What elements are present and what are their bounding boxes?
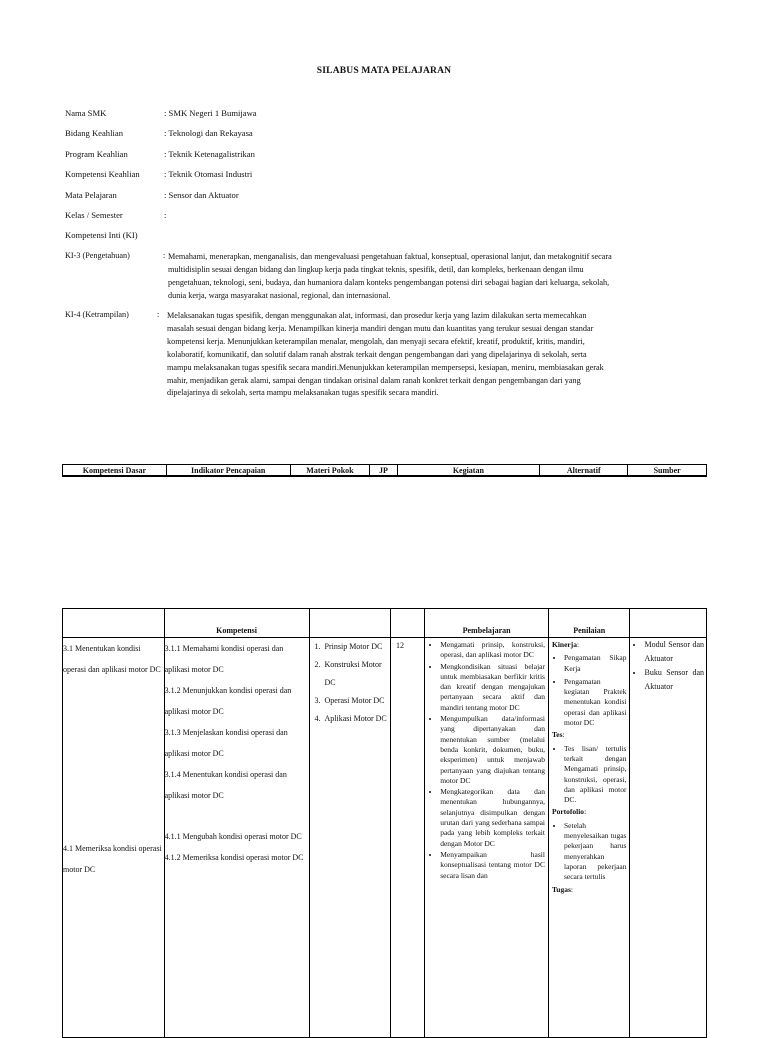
penilaian-tes-heading: [552, 730, 627, 740]
info-value: : SMK Negeri 1 Bumijawa: [164, 108, 257, 118]
kinerja-colon: :: [576, 640, 580, 649]
materi-pokok-cell: [309, 638, 391, 1038]
portofolio-list: [552, 821, 627, 883]
header2-empty-2: [309, 609, 391, 638]
kinerja-label: Kinerja: [551, 640, 577, 649]
list-item: • Pengamatan Sikap Kerja: [564, 653, 627, 674]
ki3-line: multidisiplin sesuai dengan bidang dan lingkup kerja pada tingkat teknis, spesifik, detil, dan kompleks, berkenaan dengan ilmu: [168, 264, 584, 274]
header2-pembelajaran: Pembelajaran: [425, 609, 549, 638]
header-row: [63, 465, 707, 477]
ki4-text: [167, 310, 705, 400]
ki4-line: mahir, menjadikan gerak alami, sampai dengan tindakan orisinal dalam ranah konkret terkait dengan pengembangan dari yang: [167, 375, 581, 385]
info-label: Nama SMK: [65, 108, 107, 118]
list-item: • Setelah menyelesaikan tugas pekerjaan harus menyerahkan laporan pekerjaan secara tertulis: [564, 821, 627, 883]
list-item: • Menyampaikan hasil konseptualisasi tentang motor DC secara lisan dan: [440, 850, 545, 881]
list-item: • Pengamatan kegiatan Praktek menentukan kondisi operasi dan aplikasi motor DC: [564, 677, 627, 728]
ki4-line: Melaksanakan tugas spesifik, dengan menggunakan alat, informasi, dan prosedur kerja yang lazim dilakukan serta memecahkan: [167, 311, 587, 320]
penilaian-portofolio-heading: [552, 807, 627, 817]
indikator-cell: [164, 638, 309, 1038]
indikator-4-1-2: 4.1.2 Memeriksa kondisi operasi motor DC: [164, 853, 304, 862]
list-item: • Modul Sensor dan Aktuator: [644, 638, 706, 666]
ki3-label: KI-3 (Pengetahuan): [65, 251, 130, 260]
info-value: : Sensor dan Aktuator: [164, 190, 239, 200]
ki3-colon: :: [163, 251, 166, 260]
list-item: • Mengamati prinsip, konstruksi, operasi, dan aplikasi motor DC: [440, 640, 545, 661]
tes-label: Tes: [551, 730, 563, 740]
kd-4-1: 4.1 Memeriksa kondisi operasi motor DC: [63, 844, 162, 874]
penilaian-kinerja-heading: [552, 640, 627, 650]
header-jp: JP: [370, 465, 397, 477]
ki4-line: mampu melaksanakan tugas spesifik secara mandiri.Menunjukkan keterampilan mempersepsi, kesiapan, meniru, membiasakan gerak: [167, 362, 604, 372]
list-item: • Buku Sensor dan Aktuator: [644, 666, 706, 694]
header-materi-pokok: Materi Pokok: [290, 465, 370, 477]
kinerja-list: [552, 653, 627, 728]
portofolio-label: Portofolio: [551, 807, 585, 817]
indikator-3-1-2: 3.1.2 Menunjukkan kondisi operasi dan aplikasi motor DC: [164, 686, 292, 716]
list-item: • Mengkondisikan situasi belajar untuk membiasakan berfikir kritis dan kreatif dengan mengajukan pertanyaan secara aktif dan mandiri tentang motor DC: [440, 662, 545, 713]
info-value: : Teknologi dan Rekayasa: [164, 128, 253, 138]
list-item: 2. Konstruksi Motor DC: [323, 656, 391, 692]
ki3-line: dunia kerja, warga masyarakat nasional, regional, dan internasional.: [168, 290, 391, 300]
syllabus-header-table: [62, 464, 707, 477]
ki4-line: kolaboratif, komunikatif, dan solutif dalam ranah abstrak terkait dengan pengembangan dari yang dipelajarinya di sekolah, serta: [167, 349, 587, 359]
info-value: :: [164, 210, 167, 220]
header-row-2: [63, 609, 707, 638]
header-kegiatan: Kegiatan: [397, 465, 540, 477]
ki3-line: pengetahuan, teknologi, seni, budaya, dan humaniora dalam konteks pengembangan potensi diri sebagai bagian dari keluarga, sekolah,: [168, 277, 610, 287]
portofolio-colon: :: [584, 807, 587, 817]
list-item: 4. Aplikasi Motor DC: [323, 710, 391, 728]
tugas-label: Tugas: [551, 884, 571, 894]
info-label: Kelas / Semester: [65, 210, 123, 220]
header-indikator: Indikator Pencapaian: [166, 465, 290, 477]
list-item: • Mengumpulkan data/informasi yang dipertanyakan dan menentukan sumber (melalui benda konkrit, dokumen, buku, eksperimen) untuk menjawab pertanyaan yang diajukan tentang motor DC: [440, 714, 545, 786]
sumber-cell: [630, 638, 707, 1038]
kegiatan-cell: [425, 638, 549, 1038]
table-row: [63, 638, 707, 1038]
header2-empty-3: [391, 609, 425, 638]
penilaian-cell: [548, 638, 630, 1038]
header2-empty-4: [630, 609, 707, 638]
header-kompetensi-dasar: Kompetensi Dasar: [63, 465, 167, 477]
materi-list: [310, 638, 391, 728]
list-item: • Mengkategorikan data dan menentukan hubungannya, selanjutnya disimpulkan dengan urutan dari yang sederhana sampai pada yang lebih kompleks terkait dengan Motor DC: [440, 787, 545, 849]
sumber-list: [630, 638, 706, 694]
ki3-text: [168, 251, 706, 303]
tes-colon: :: [562, 730, 565, 740]
info-value: : Teknik Otomasi Industri: [164, 169, 253, 179]
header2-kompetensi: Kompetensi: [164, 609, 309, 638]
kd-3-1: 3.1 Menentukan kondisi operasi dan aplikasi motor DC: [63, 644, 161, 674]
kompetensi-dasar-cell: [63, 638, 165, 1038]
jp-cell: 12: [391, 638, 425, 1038]
header2-penilaian: Penilaian: [548, 609, 630, 638]
ki4-colon: :: [157, 310, 160, 319]
list-item: • Tes lisan/ tertulis terkait dengan Mengamati prinsip, konstruksi, operasi, dan aplikasi motor DC.: [564, 744, 627, 806]
ki4-label: KI-4 (Ketrampilan): [65, 310, 129, 319]
indikator-spacer: [165, 806, 309, 826]
syllabus-main-table: [62, 608, 707, 1038]
info-label: Program Keahlian: [65, 149, 128, 159]
header-alternatif: Alternatif: [540, 465, 628, 477]
indikator-3-1-3: 3.1.3 Menjelaskan kondisi operasi dan aplikasi motor DC: [164, 728, 288, 758]
info-value: : Teknik Ketenagalistrikan: [164, 149, 255, 159]
indikator-3-1-4: 3.1.4 Menentukan kondisi operasi dan aplikasi motor DC: [164, 770, 287, 800]
info-label: Kompetensi Keahlian: [65, 169, 140, 179]
indikator-4-1-1: 4.1.1 Mengubah kondisi operasi motor DC: [164, 832, 302, 841]
list-item: 3. Operasi Motor DC: [323, 692, 391, 710]
document-title: SILABUS MATA PELAJARAN: [316, 66, 452, 76]
ki4-line: masalah sesuai dengan bidang kerja. Menampilkan kinerja mandiri dengan mutu dan kuantitas yang terukur sesuai dengan standar: [167, 323, 594, 333]
ki3-line: Memahami, menerapkan, menganalisis, dan mengevaluasi pengetahuan faktual, konseptual, operasional lanjut, dan metakognitif secara: [168, 252, 612, 261]
ki4-line: kompetensi kerja. Menunjukkan keterampilan menalar, mengolah, dan menyaji secara efektif, kreatif, produktif, kritis, mandiri,: [167, 336, 585, 346]
tugas-colon: :: [570, 884, 573, 894]
penilaian-tugas-heading: [552, 885, 627, 895]
header2-empty-1: [63, 609, 165, 638]
ki4-line: dipelajarinya di sekolah, serta mampu melaksanakan tugas spesifik secara mandiri.: [167, 388, 439, 398]
kegiatan-list: [427, 640, 545, 881]
tes-list: [552, 744, 627, 806]
info-label: Mata Pelajaran: [65, 190, 117, 200]
header-sumber: Sumber: [628, 465, 707, 477]
info-label: Kompetensi Inti (KI): [65, 230, 138, 240]
info-label: Bidang Keahlian: [65, 128, 123, 138]
list-item: 1. Prinsip Motor DC: [323, 638, 391, 656]
indikator-3-1-1: 3.1.1 Memahami kondisi operasi dan aplikasi motor DC: [164, 644, 284, 674]
